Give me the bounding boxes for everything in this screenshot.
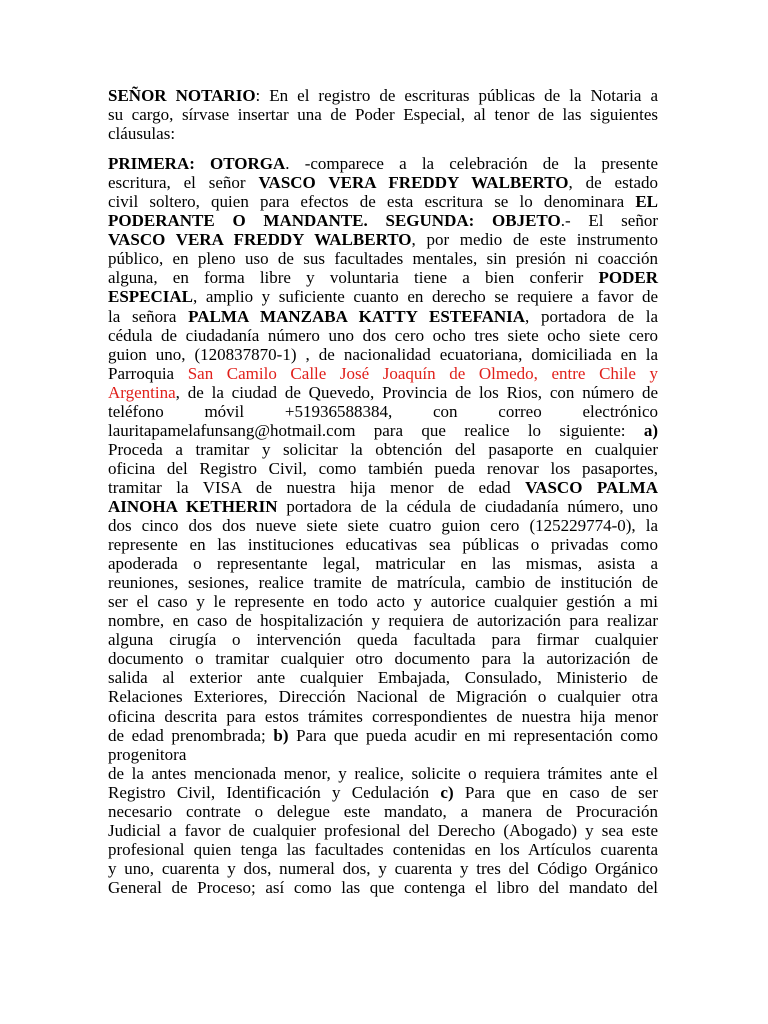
- text-line: Judicial a favor de cualquier profesional del Derecho (Abogado) y sea este: [108, 820, 658, 840]
- text-line: de la antes mencionada menor, y realice, solicite o requiera trámites ante el: [108, 763, 658, 783]
- text-line: guion uno, (120837870-1) , de nacionalidad ecuatoriana, domiciliada en la: [108, 344, 658, 364]
- text-line: la señora PALMA MANZABA KATTY ESTEFANIA, portadora de la: [108, 306, 659, 326]
- text-line: civil soltero, quien para efectos de esta escritura se lo denominara EL: [108, 192, 658, 212]
- apoderada-name: PALMA MANZABA KATTY ESTEFANIA: [188, 306, 526, 326]
- text-line: profesional quien tenga las facultades contenidas en los Artículos cuarenta: [108, 839, 658, 859]
- text-line: público, en pleno uso de sus facultades mentales, sin presión ni coacción: [108, 249, 658, 269]
- text-line: alguna cirugía o intervención queda facultada para firmar cualquier: [108, 630, 658, 650]
- text-line: salida al exterior ante cualquier Embajada, Consulado, Ministerio de: [108, 668, 658, 688]
- text-line: cláusulas:: [108, 124, 176, 144]
- minor-name: VASCO PALMA: [525, 477, 658, 497]
- text-line: ser el caso y le represente en todo acto y autorice cualquier gestión a mi: [108, 592, 658, 612]
- text-line: oficina del Registro Civil, como también pueda renovar los pasaportes,: [108, 458, 658, 478]
- email-text: lauritapamelafunsang@hotmail.com para que realice lo siguiente:: [108, 420, 644, 440]
- text-line: apoderada o representante legal, matricular en las mismas, asista a: [108, 554, 658, 574]
- text-line: cédula de ciudadanía número uno dos cero ocho tres siete ocho siete cero: [108, 325, 658, 345]
- text-line: oficina descrita para estos trámites correspondientes de nuestra hija menor: [108, 706, 658, 726]
- text-line: teléfono móvil +51936588384, con correo electrónico: [108, 401, 658, 421]
- text-line: General de Proceso; así como las que contenga el libro del mandato del: [108, 877, 658, 897]
- text-line: escritura, el señor VASCO VERA FREDDY WALBERTO, de estado: [108, 173, 658, 193]
- text-line: de edad prenombrada; b) Para que pueda acudir en mi representación como: [108, 725, 658, 745]
- text-line: necesario contrate o delegue este mandato, a manera de Procuración: [108, 801, 658, 821]
- address-highlight: Argentina: [108, 382, 176, 402]
- text-line: documento o tramitar cualquier otro documento para la autorización de: [108, 649, 658, 669]
- text-line: AINOHA KETHERIN portadora de la cédula de ciudadanía número, uno: [108, 496, 658, 516]
- segunda-heading: PODERANTE O MANDANTE. SEGUNDA: OBJETO: [108, 211, 561, 231]
- text-line: alguna, en forma libre y voluntaria tiene a bien conferir PODER: [108, 268, 658, 288]
- text-line: PRIMERA: OTORGA. -comparece a la celebración de la presente: [108, 154, 658, 174]
- text-line: Argentina, de la ciudad de Quevedo, Provincia de los Rios, con número de: [108, 382, 658, 402]
- text-line: Registro Civil, Identificación y Cedulación c) Para que en caso de ser: [108, 782, 658, 802]
- text-line: lauritapamelafunsang@hotmail.com para que realice lo siguiente: a): [108, 420, 658, 440]
- mandante-name: VASCO VERA FREDDY WALBERTO: [108, 230, 412, 250]
- primera-heading: PRIMERA: OTORGA: [108, 154, 286, 174]
- senor-notario-label: SEÑOR NOTARIO: [108, 86, 256, 105]
- text-line: represente en las instituciones educativas sea públicas o privadas como: [108, 535, 658, 555]
- text-line: progenitora: [108, 744, 187, 764]
- address-highlight: San Camilo Calle José Joaquín de Olmedo, entre Chile y: [187, 363, 658, 383]
- text-line: Relaciones Exteriores, Dirección Nacional de Migración o cualquier otra: [108, 687, 658, 707]
- text-line: y uno, cuarenta y dos, numeral dos, y cuarenta y tres del Código Orgánico: [108, 858, 658, 878]
- text-line: Parroquia San Camilo Calle José Joaquín de Olmedo, entre Chile y: [108, 363, 658, 383]
- text-line: VASCO VERA FREDDY WALBERTO, por medio de este instrumento: [108, 230, 658, 250]
- text-line: tramitar la VISA de nuestra hija menor de edad VASCO PALMA: [108, 477, 658, 497]
- text-line: reuniones, sesiones, realice tramite de matrícula, cambio de institución de: [108, 573, 658, 593]
- text-line: PODERANTE O MANDANTE. SEGUNDA: OBJETO.- El señor: [108, 211, 658, 231]
- document-page: [108, 86, 658, 897]
- paragraph-continuation: [108, 764, 658, 897]
- paragraph-clauses: [108, 154, 658, 764]
- text-line: Proceda a tramitar y solicitar la obtención del pasaporte en cualquier: [108, 439, 658, 459]
- paragraph-gap: [108, 143, 658, 154]
- text-line: su cargo, sírvase insertar una de Poder Especial, al tenor de las siguientes: [108, 105, 658, 125]
- mandante-name: VASCO VERA FREDDY WALBERTO: [258, 173, 569, 193]
- text-line: SEÑOR NOTARIO: En el registro de escrituras públicas de la Notaria a: [108, 86, 658, 105]
- paragraph-intro: [108, 86, 658, 143]
- minor-name: AINOHA KETHERIN: [108, 496, 278, 516]
- text-line: ESPECIAL, amplio y suficiente cuanto en derecho se requiere a favor de: [108, 287, 658, 307]
- text-line: nombre, en caso de hospitalización y requiera de autorización para realizar: [108, 611, 658, 631]
- text-line: dos cinco dos dos nueve siete siete cuatro guion cero (125229774-0), la: [108, 516, 658, 536]
